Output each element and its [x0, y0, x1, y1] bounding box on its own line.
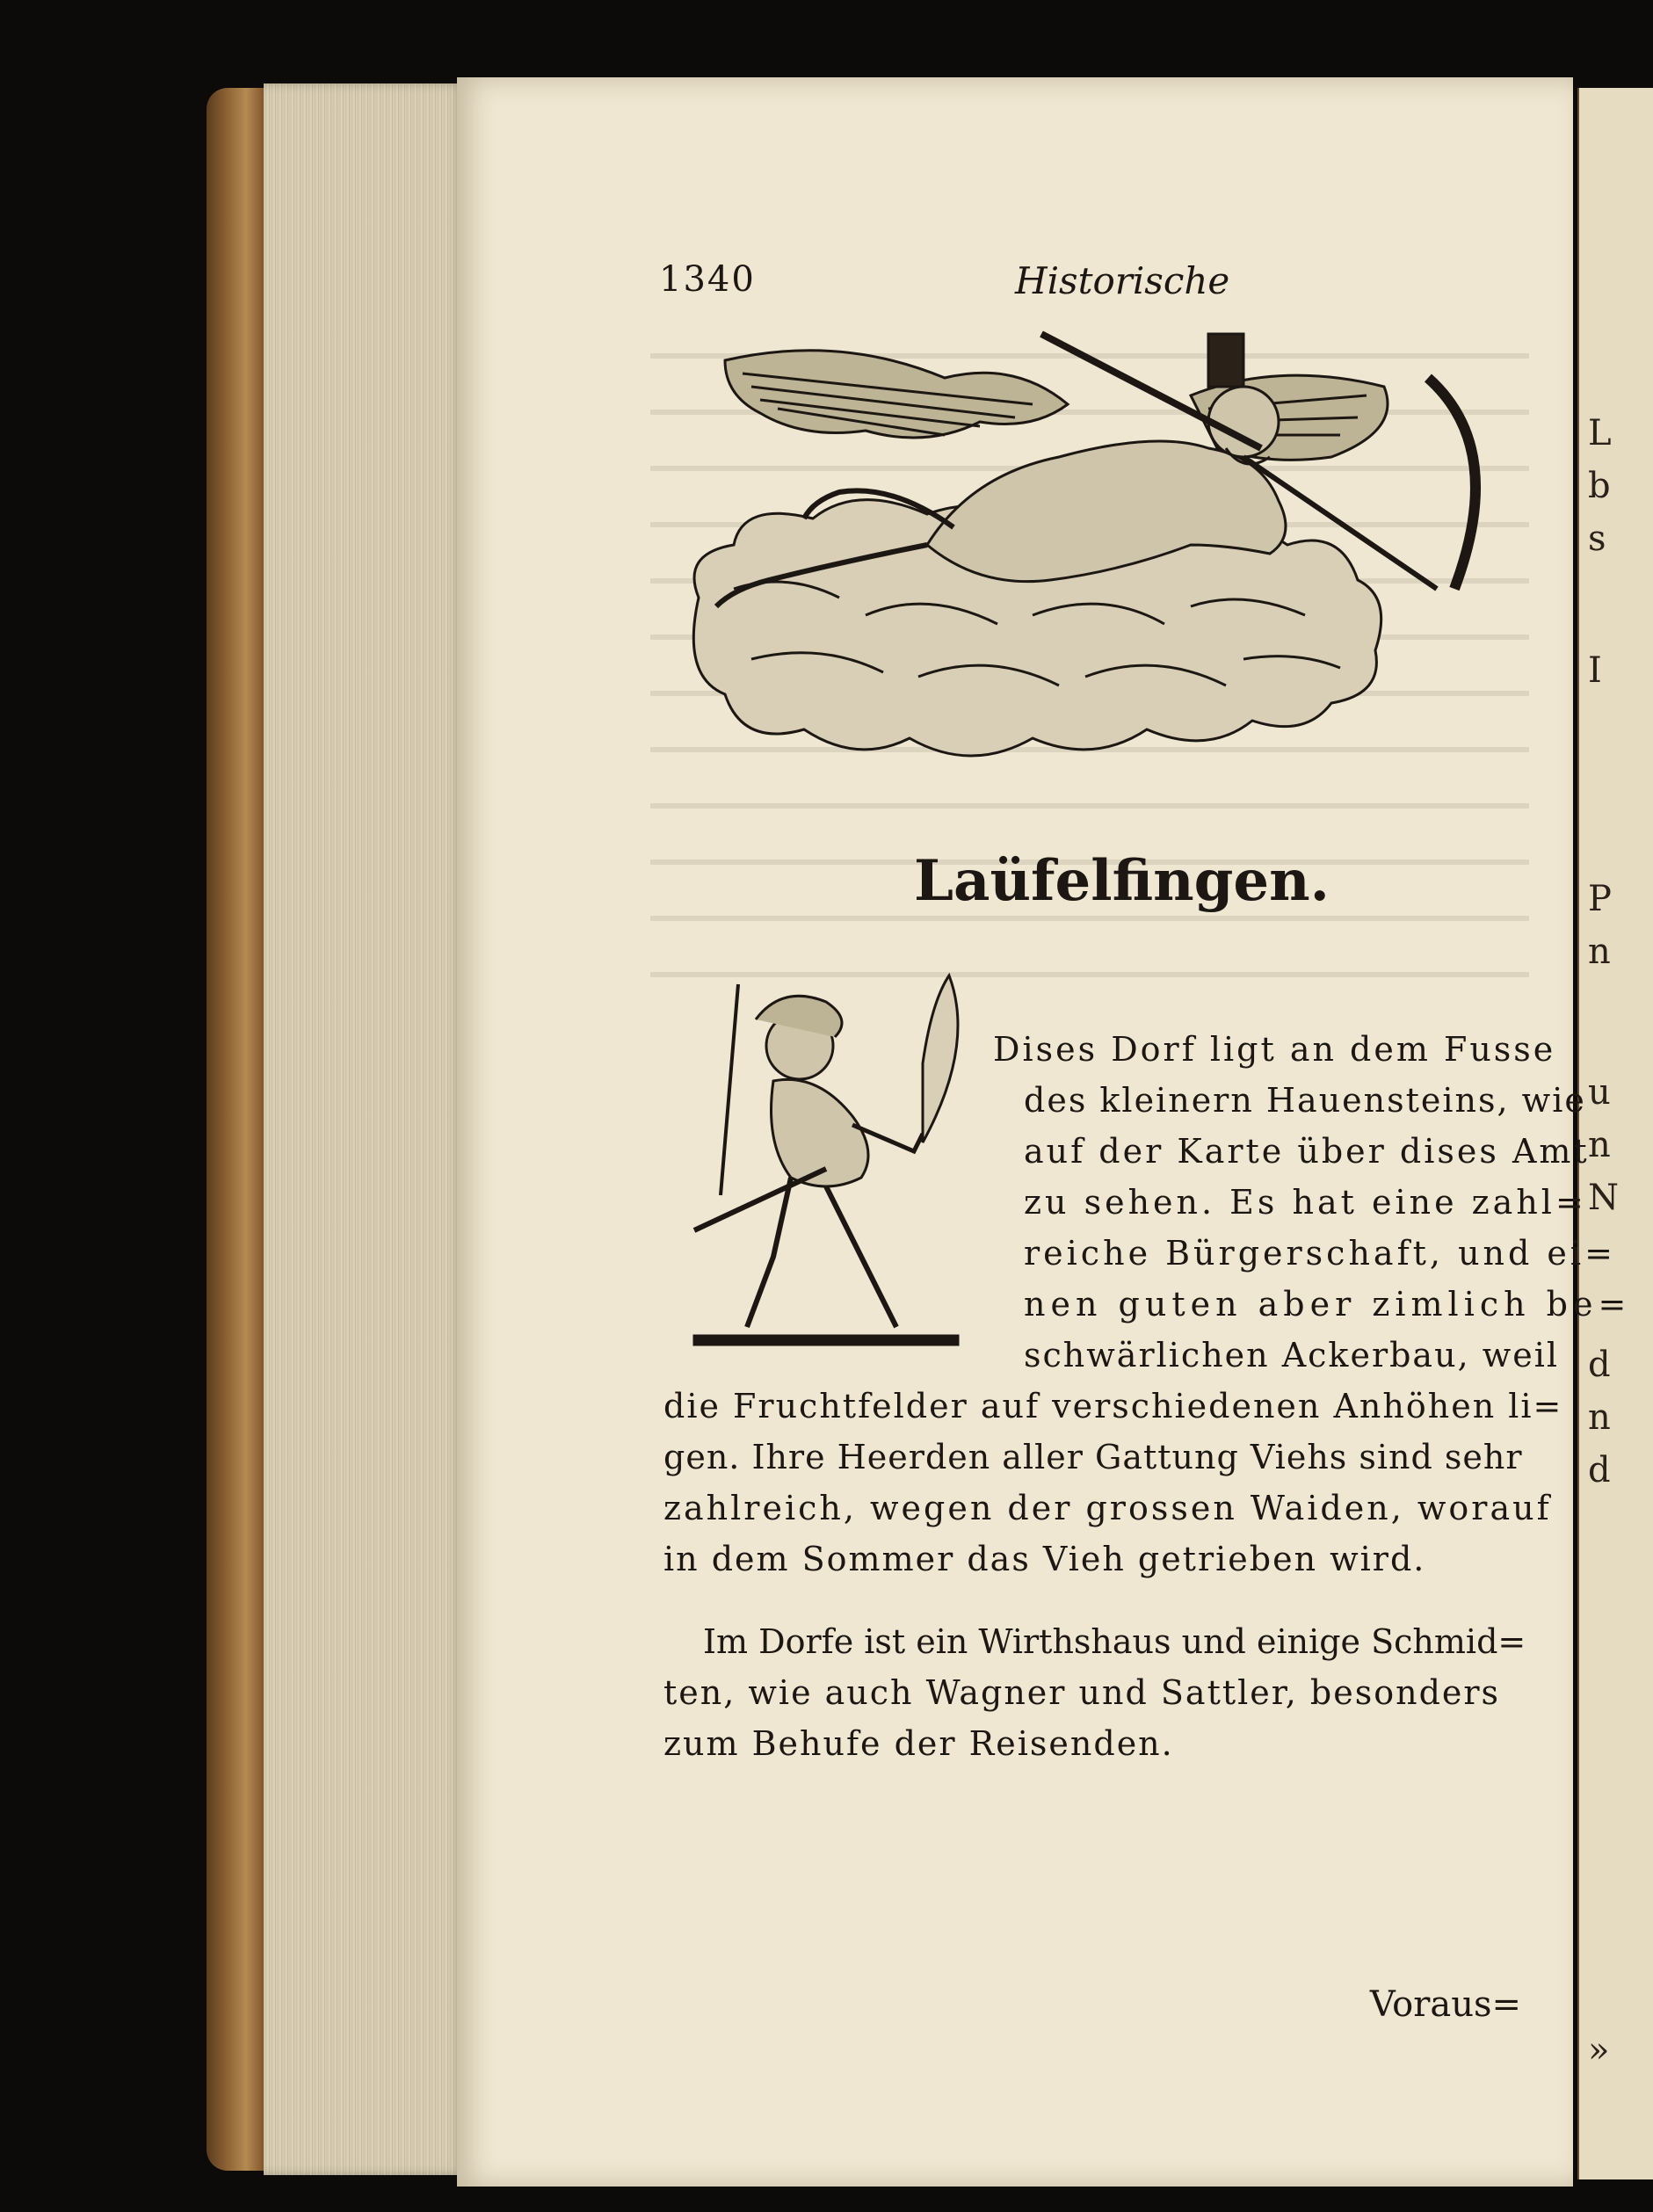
text-line: zum Behufe der Reisenden. — [663, 1724, 1174, 1763]
text-line: des kleinern Hauensteins, wie — [1024, 1081, 1586, 1120]
facing-fragment: L — [1588, 413, 1612, 453]
page-edges — [264, 83, 466, 2175]
facing-fragment: N — [1588, 1178, 1619, 1218]
text-line: auf der Karte über dises Amt — [1024, 1132, 1590, 1171]
page-number: 1340 — [659, 259, 756, 300]
facing-fragment: n — [1588, 1397, 1611, 1438]
facing-fragment: d — [1588, 1450, 1611, 1490]
text-line: gen. Ihre Heerden aller Gattung Viehs sind sehr — [663, 1438, 1523, 1476]
catchword: Voraus= — [1369, 1984, 1521, 2025]
text-line: die Fruchtfelder auf verschiedenen Anhöhen li= — [663, 1387, 1563, 1425]
woodcut-angel-illustration — [663, 325, 1538, 787]
facing-fragment: » — [1588, 2030, 1610, 2071]
woodcut-swordsman-illustration — [685, 967, 975, 1353]
facing-fragment: P — [1588, 879, 1612, 919]
facing-fragment: u — [1588, 1072, 1611, 1113]
text-line: reiche Bürgerschaft, und ei= — [1024, 1234, 1616, 1273]
section-title: Laüfelfingen. — [914, 848, 1330, 914]
text-line: schwärlichen Ackerbau, weil — [1024, 1336, 1560, 1374]
text-line: in dem Sommer das Vieh getrieben wird. — [663, 1540, 1426, 1578]
text-line: zahlreich, wegen der grossen Waiden, worauf — [663, 1489, 1552, 1527]
facing-fragment: d — [1588, 1345, 1611, 1385]
running-head: Historische — [1015, 259, 1230, 302]
facing-fragment: I — [1588, 650, 1602, 691]
text-line: ten, wie auch Wagner und Sattler, besonders — [663, 1673, 1501, 1712]
text-line: nen guten aber zimlich be= — [1024, 1285, 1632, 1324]
text-line: Im Dorfe ist ein Wirthshaus und einige Schmid= — [703, 1622, 1526, 1661]
page-header — [659, 259, 1239, 312]
facing-fragment: n — [1588, 1125, 1611, 1165]
facing-fragment: s — [1588, 519, 1606, 559]
text-line: zu sehen. Es hat eine zahl= — [1024, 1183, 1587, 1222]
facing-fragment: n — [1588, 932, 1611, 972]
facing-fragment: b — [1588, 466, 1611, 506]
text-line: Dises Dorf ligt an dem Fusse — [993, 1030, 1556, 1069]
